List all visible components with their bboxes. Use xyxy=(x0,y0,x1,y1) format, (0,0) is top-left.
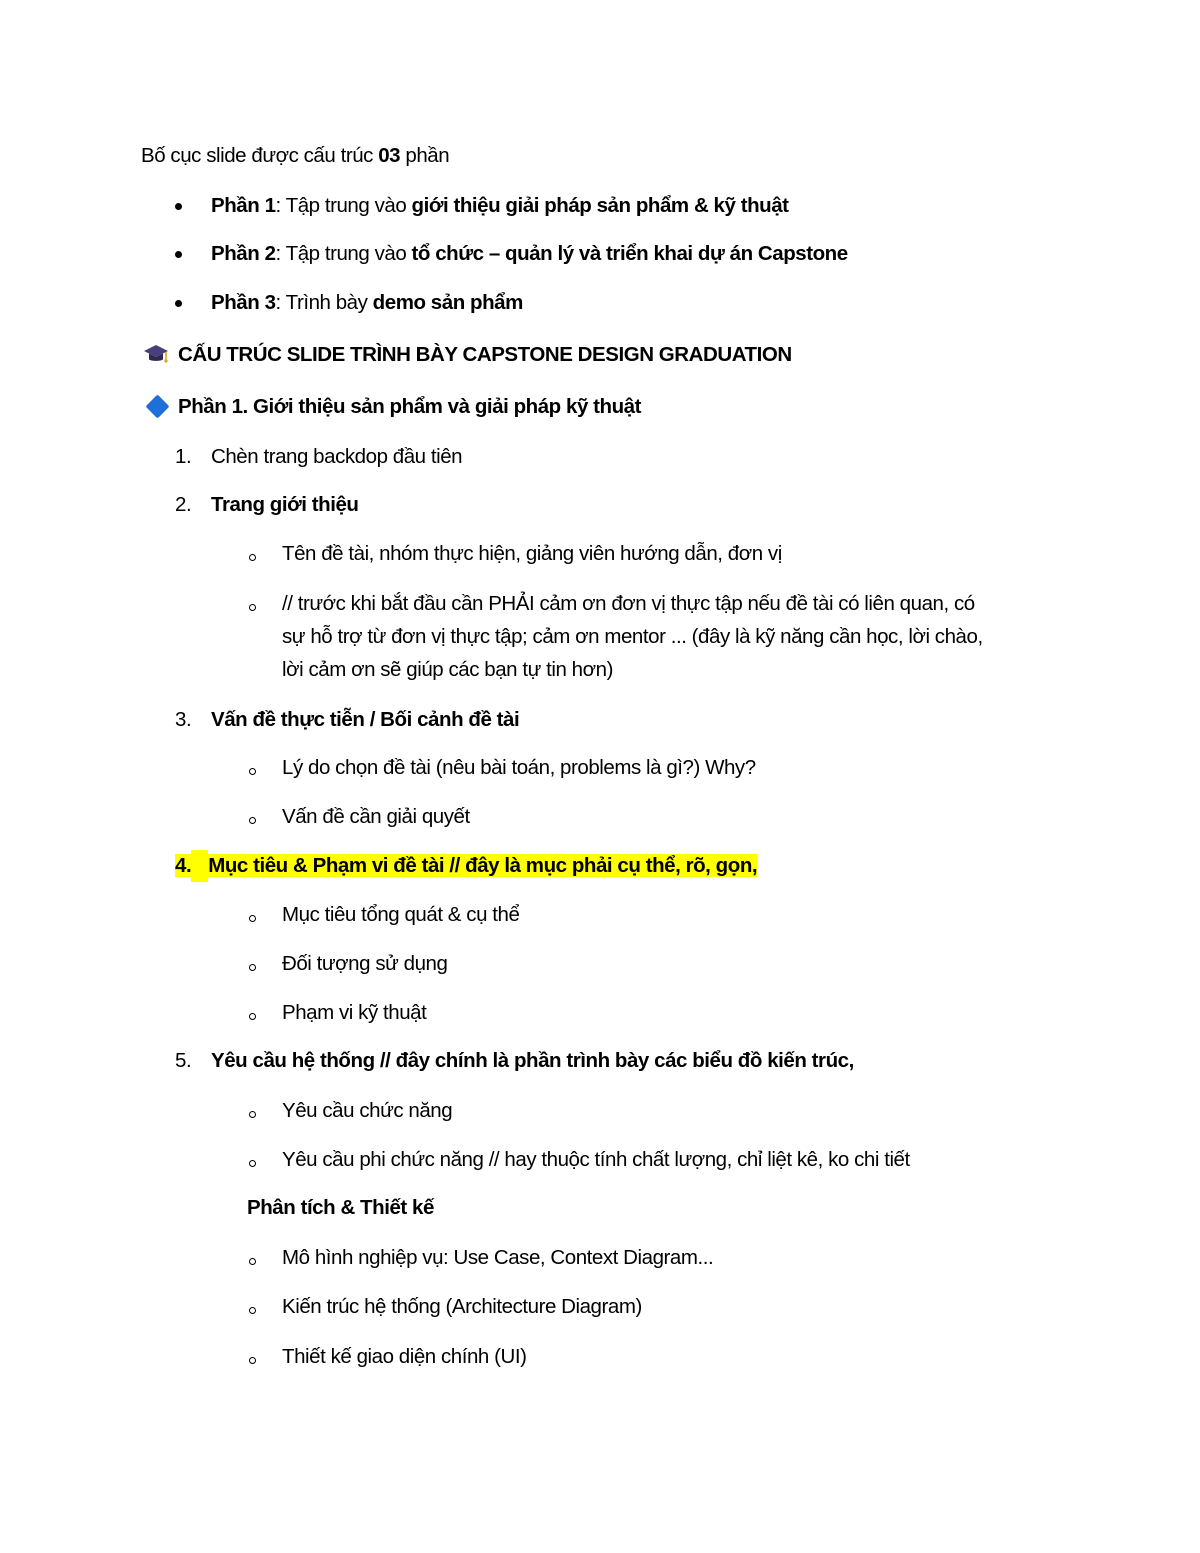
structure-title: CẤU TRÚC SLIDE TRÌNH BÀY CAPSTONE DESIGN GRADUATION xyxy=(178,343,792,366)
sub-item: Mô hình nghiệp vụ: Use Case, Context Diagram... xyxy=(282,1246,714,1269)
item-2-text: Trang giới thiệu xyxy=(211,493,359,516)
section1-title: Phần 1. Giới thiệu sản phẩm và giải pháp kỹ thuật xyxy=(178,395,641,418)
sub-bullet-icon xyxy=(249,1160,256,1167)
highlight-gap xyxy=(191,850,208,882)
part-item-2 xyxy=(211,238,848,270)
intro-post: phần xyxy=(400,144,450,167)
part-text: tổ chức – quản lý và triển khai dự án Capstone xyxy=(411,242,848,265)
item-number: 3. xyxy=(175,708,192,731)
part-item-3 xyxy=(211,287,523,319)
sub-item: Tên đề tài, nhóm thực hiện, giảng viên hướng dẫn, đơn vị xyxy=(282,542,782,565)
item-number: 5. xyxy=(175,1049,192,1072)
intro-line xyxy=(141,140,449,172)
sub-bullet-icon xyxy=(249,1111,256,1118)
sub-bullet-icon xyxy=(249,1258,256,1265)
part-text: demo sản phẩm xyxy=(372,291,523,314)
sub-item: Lý do chọn đề tài (nêu bài toán, problems là gì?) Why? xyxy=(282,756,756,779)
sub-bullet-icon xyxy=(249,1307,256,1314)
item-3-text: Vấn đề thực tiễn / Bối cảnh đề tài xyxy=(211,708,520,731)
blue-diamond-icon xyxy=(145,394,169,418)
item-number: 4. xyxy=(175,854,192,877)
part-label: Phần 2 xyxy=(211,242,276,265)
analysis-title: Phân tích & Thiết kế xyxy=(247,1196,434,1219)
sub-bullet-icon xyxy=(249,817,256,824)
item-number: 1. xyxy=(175,445,192,468)
part-text: giới thiệu giải pháp sản phẩm & kỹ thuật xyxy=(411,194,789,217)
part-label: Phần 1 xyxy=(211,194,276,217)
sub-item: Phạm vi kỹ thuật xyxy=(282,1001,427,1024)
sub-item: Yêu cầu chức năng xyxy=(282,1099,453,1122)
intro-num: 03 xyxy=(378,144,401,167)
bullet-dot-icon xyxy=(175,300,182,307)
sub-bullet-icon xyxy=(249,1357,256,1364)
item-4-text: Mục tiêu & Phạm vi đề tài // đây là mục phải cụ thể, rõ, gọn, xyxy=(208,854,758,877)
part-item-1 xyxy=(211,190,789,222)
sub-bullet-icon xyxy=(249,604,256,611)
part-label: Phần 3 xyxy=(211,291,276,314)
sub-item-continued: sự hỗ trợ từ đơn vị thực tập; cảm ơn mentor ... (đây là kỹ năng cần học, lời chào, xyxy=(282,625,983,648)
bullet-dot-icon xyxy=(175,251,182,258)
item-4-highlighted xyxy=(175,850,757,882)
item-5-text: Yêu cầu hệ thống // đây chính là phần trình bày các biểu đồ kiến trúc, xyxy=(211,1049,854,1072)
sub-item: // trước khi bắt đầu cần PHẢI cảm ơn đơn vị thực tập nếu đề tài có liên quan, có xyxy=(282,592,975,615)
sub-item: Vấn đề cần giải quyết xyxy=(282,805,470,828)
sub-item: Đối tượng sử dụng xyxy=(282,952,448,975)
sub-item: Kiến trúc hệ thống (Architecture Diagram) xyxy=(282,1295,642,1318)
item-number: 2. xyxy=(175,493,192,516)
part-sep: : Tập trung vào xyxy=(275,194,412,217)
sub-bullet-icon xyxy=(249,554,256,561)
sub-bullet-icon xyxy=(249,1013,256,1020)
sub-item-continued: lời cảm ơn sẽ giúp các bạn tự tin hơn) xyxy=(282,658,613,681)
sub-item: Yêu cầu phi chức năng // hay thuộc tính chất lượng, chỉ liệt kê, ko chi tiết xyxy=(282,1148,910,1171)
sub-bullet-icon xyxy=(249,915,256,922)
part-sep: : Tập trung vào xyxy=(275,242,412,265)
item-1-text: Chèn trang backdop đầu tiên xyxy=(211,445,463,468)
sub-item: Thiết kế giao diện chính (UI) xyxy=(282,1345,527,1368)
bullet-dot-icon xyxy=(175,203,182,210)
sub-bullet-icon xyxy=(249,964,256,971)
sub-bullet-icon xyxy=(249,768,256,775)
graduation-cap-icon xyxy=(143,343,169,365)
part-sep: : Trình bày xyxy=(275,291,373,314)
intro-pre: Bố cục slide được cấu trúc xyxy=(141,144,379,167)
sub-item: Mục tiêu tổng quát & cụ thể xyxy=(282,903,520,926)
